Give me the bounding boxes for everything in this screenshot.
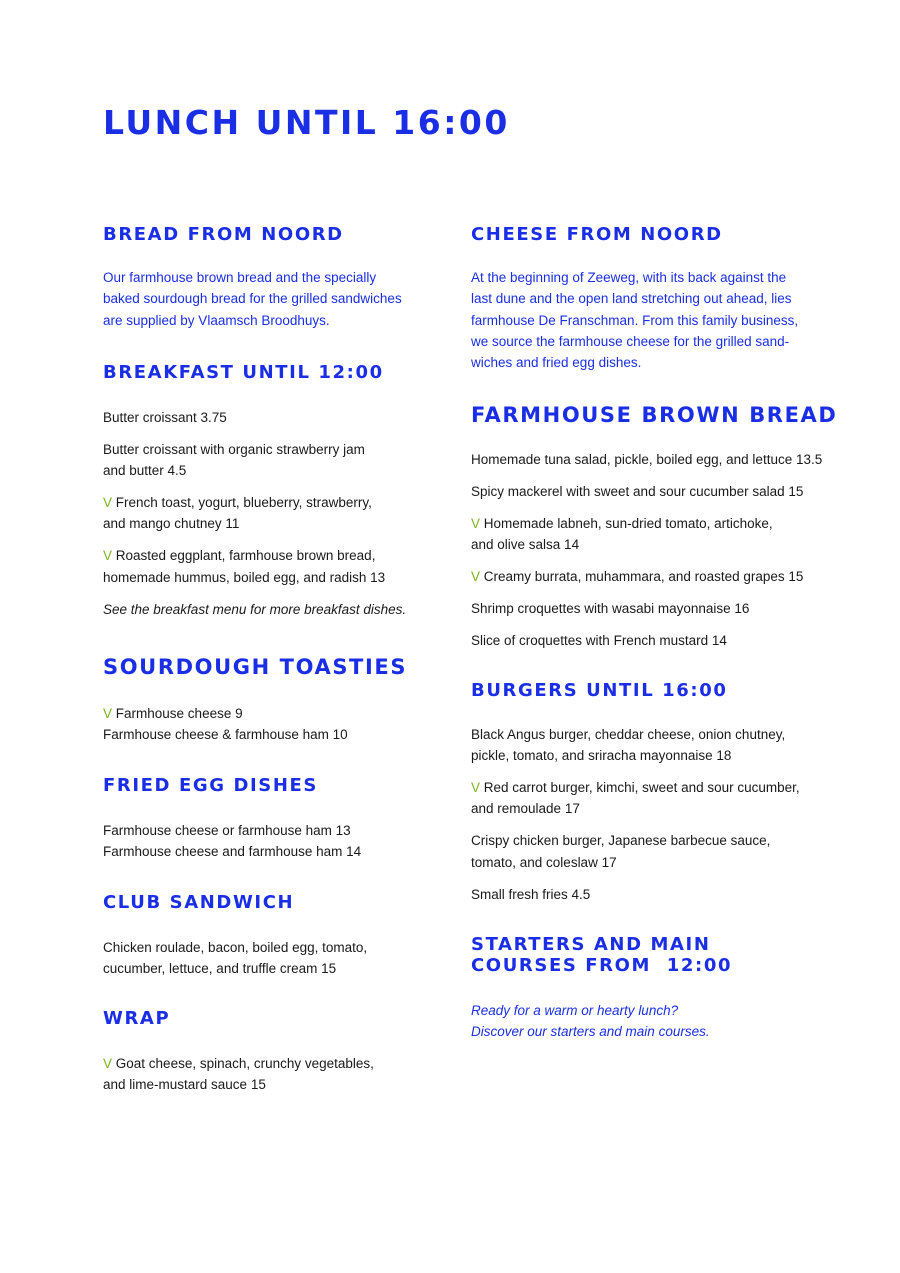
item-text: Farmhouse cheese and farmhouse ham 14 [103, 844, 362, 860]
section-burgers [471, 680, 851, 905]
menu-item [103, 545, 448, 588]
item-text: Crispy chicken burger, Japanese barbecue sauce, [471, 833, 771, 849]
section-heading: SOURDOUGH TOASTIES [103, 655, 408, 679]
item-text: homemade hummus, boiled egg, and radish 13 [103, 569, 386, 585]
page-title: LUNCH UNTIL 16:00 [103, 103, 510, 142]
menu-item [471, 598, 851, 619]
menu-item [103, 820, 448, 863]
section-heading: BURGERS UNTIL 16:00 [471, 680, 728, 701]
section-heading: FARMHOUSE BROWN BREAD [471, 403, 838, 427]
item-text: French toast, yogurt, blueberry, strawberry, [115, 495, 372, 511]
menu-item [471, 724, 851, 767]
menu-list [471, 724, 851, 905]
item-text: Butter croissant 3.75 [103, 410, 227, 425]
section-wrap [103, 1008, 448, 1096]
menu-item [471, 481, 851, 502]
item-text: Roasted eggplant, farmhouse brown bread, [115, 548, 376, 564]
vegetarian-marker: V [103, 1056, 113, 1071]
item-text: and lime-mustard sauce 15 [103, 1077, 266, 1093]
item-text: tomato, and coleslaw 17 [471, 854, 617, 870]
menu-item [103, 439, 448, 482]
menu-item [471, 630, 851, 651]
description-line: At the beginning of Zeeweg, with its back against the [471, 270, 787, 285]
vegetarian-marker: V [103, 706, 113, 721]
vegetarian-marker: V [471, 780, 481, 796]
section-heading: FRIED EGG DISHES [103, 775, 318, 796]
menu-item [471, 777, 851, 820]
note-line: Ready for a warm or hearty lunch? [471, 1003, 679, 1018]
description-line: last dune and the open land stretching out ahead, lies [471, 291, 792, 307]
vegetarian-marker: V [471, 568, 481, 584]
section-cheese-from-noord [471, 224, 851, 373]
item-text: Farmhouse cheese & farmhouse ham 10 [103, 727, 348, 743]
starters-note [471, 1000, 851, 1043]
vegetarian-marker: V [103, 495, 113, 511]
menu-item [471, 566, 851, 587]
menu-item [103, 703, 448, 746]
section-heading: CLUB SANDWICH [103, 892, 295, 913]
description-line: Our farmhouse brown bread and the specially [103, 270, 377, 285]
section-fried-egg-dishes [103, 775, 448, 863]
description-line: baked sourdough bread for the grilled sandwiches [103, 291, 402, 307]
vegetarian-marker: V [471, 515, 481, 531]
heading-line: STARTERS AND MAIN [471, 934, 711, 955]
menu-item [471, 513, 851, 556]
menu-item [103, 1053, 448, 1096]
menu-item [103, 492, 448, 535]
description-line: farmhouse De Franschman. From this family business, [471, 312, 799, 328]
item-text: Spicy mackerel with sweet and sour cucumber salad 15 [471, 483, 804, 499]
breakfast-note: See the breakfast menu for more breakfast dishes. [103, 601, 407, 617]
vegetarian-marker: V [103, 548, 113, 564]
item-text: Shrimp croquettes with wasabi mayonnaise 16 [471, 600, 750, 616]
item-text: and remoulade 17 [471, 801, 580, 817]
section-farmhouse-brown-bread [471, 403, 851, 651]
item-text: Butter croissant with organic strawberry jam [103, 441, 365, 457]
item-text: pickle, tomato, and sriracha mayonnaise 18 [471, 748, 732, 764]
section-description [471, 267, 851, 373]
item-text: Slice of croquettes with French mustard 14 [471, 632, 727, 648]
item-text: Black Angus burger, cheddar cheese, onion chutney, [471, 727, 786, 742]
item-text: Homemade tuna salad, pickle, boiled egg, and lettuce 13.5 [471, 452, 823, 467]
note-line: Discover our starters and main courses. [471, 1024, 710, 1040]
item-text: Farmhouse cheese or farmhouse ham 13 [103, 823, 351, 838]
item-text: Creamy burrata, muhammara, and roasted grapes 15 [483, 568, 804, 584]
menu-item [103, 407, 448, 428]
section-heading [471, 934, 851, 976]
section-breakfast [103, 362, 448, 620]
section-heading: BREAD FROM NOORD [103, 224, 344, 245]
item-text: Homemade labneh, sun-dried tomato, artichoke, [483, 515, 773, 531]
item-text: Small fresh fries 4.5 [471, 886, 591, 902]
section-heading: CHEESE FROM NOORD [471, 224, 723, 245]
section-club-sandwich [103, 892, 448, 980]
description-line: are supplied by Vlaamsch Broodhuys. [103, 312, 330, 328]
section-description [103, 267, 448, 331]
section-heading: BREAKFAST UNTIL 12:00 [103, 362, 384, 383]
item-text: Red carrot burger, kimchi, sweet and sour cucumber, [483, 780, 800, 796]
item-text: cucumber, lettuce, and truffle cream 15 [103, 961, 337, 977]
menu-item [471, 830, 851, 873]
item-text: Chicken roulade, bacon, boiled egg, tomato, [103, 940, 368, 955]
item-text: Goat cheese, spinach, crunchy vegetables, [115, 1056, 374, 1071]
description-line: wiches and fried egg dishes. [471, 355, 642, 371]
menu-list [103, 407, 448, 588]
section-starters-and-main-courses [471, 934, 851, 1043]
section-heading: WRAP [103, 1008, 171, 1029]
item-text: and olive salsa 14 [471, 537, 580, 553]
section-sourdough-toasties [103, 655, 448, 746]
item-text: Farmhouse cheese 9 [115, 706, 243, 721]
heading-line: COURSES FROM 12:00 [471, 955, 733, 976]
menu-item [471, 449, 851, 470]
menu-list [471, 449, 851, 651]
menu-item [103, 937, 448, 980]
description-line: we source the farmhouse cheese for the grilled sand- [471, 333, 790, 349]
item-text: and butter 4.5 [103, 463, 187, 479]
menu-item [471, 884, 851, 905]
item-text: and mango chutney 11 [103, 516, 240, 532]
section-bread-from-noord [103, 224, 448, 331]
